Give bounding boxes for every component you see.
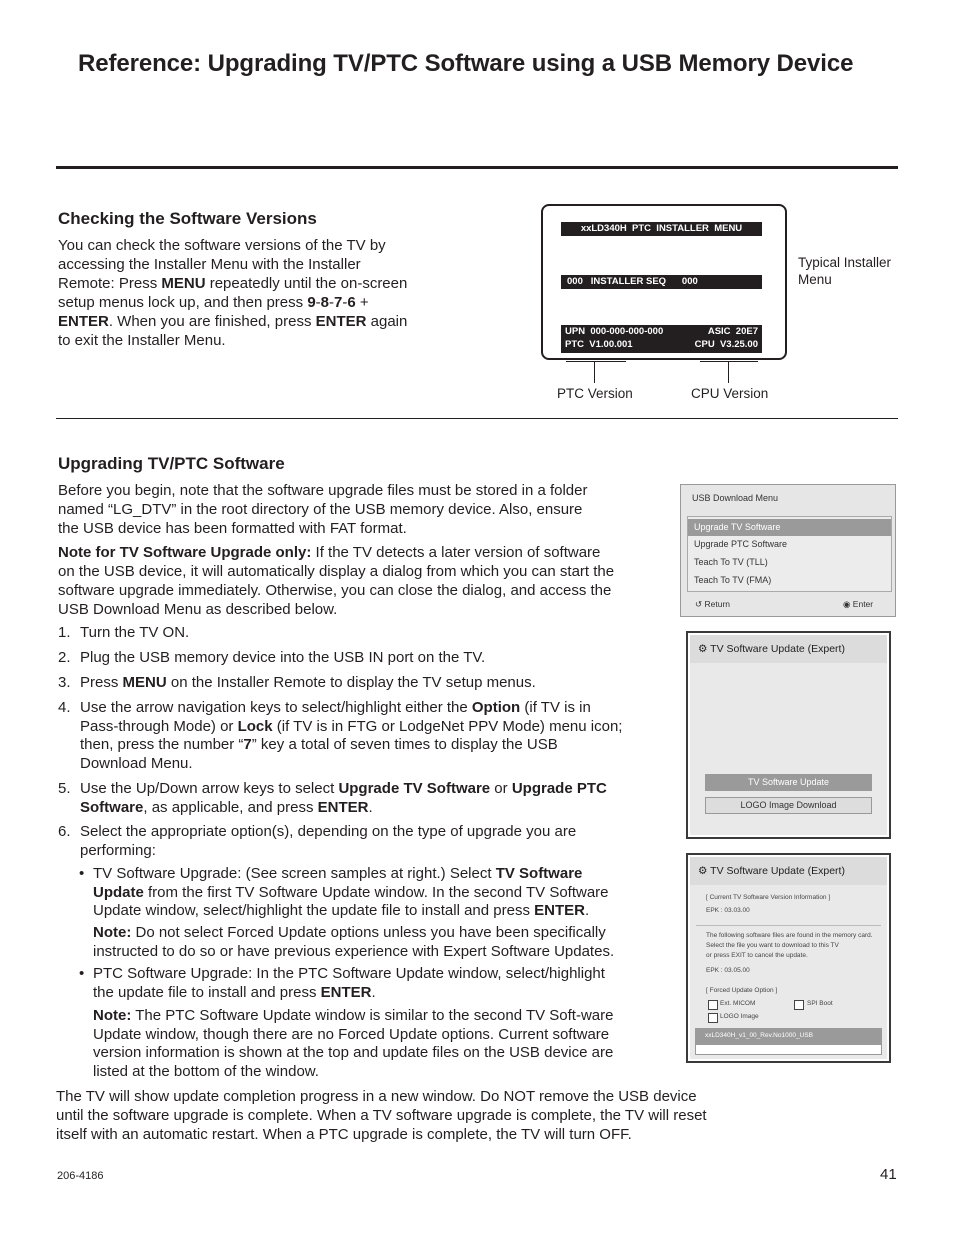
update-file-row[interactable] <box>695 1028 882 1044</box>
tv-update-window-1 <box>686 631 891 839</box>
current-version-info-label: [ Current TV Software Version Information ] <box>706 894 831 901</box>
section2-note: Note for TV Software Upgrade only: If the TV detects a later version of software on the USB device, it will automatically display a dialog from which you can start the software upgrade immediately. Otherwise, you can close the dialog, and access the USB Download Menu as described below. <box>58 544 615 618</box>
spi-boot-label: SPI Boot <box>807 1000 833 1007</box>
page-number: 41 <box>880 1166 897 1183</box>
gear-icon: ⚙ <box>698 865 708 877</box>
section1-body: You can check the software versions of the TV by accessing the Installer Menu with the Installer Remote: Press MENU repeatedly until the on-screen setup menus lock up, and then press 9-8-7-6 + ENTER. When you are finished, press ENTER again to exit the Installer Menu. <box>58 237 408 349</box>
update-file-name: xxLD340H_v1_00_Rev.No1000_USB <box>705 1032 813 1039</box>
return-icon: ↺ <box>695 599 703 609</box>
upn-text: UPN 000-000-000-000 <box>565 326 664 337</box>
forced-update-label: [ Forced Update Option ] <box>706 987 778 994</box>
enter-icon: ◉ <box>843 599 851 609</box>
usb-return[interactable]: ↺ Return <box>695 599 731 609</box>
logo-image-download-button[interactable]: LOGO Image Download <box>705 797 872 814</box>
installer-caption: Typical Installer Menu <box>798 255 892 287</box>
usb-menu-title: USB Download Menu <box>692 493 779 503</box>
files-found-text-1: The following software files are found in the memory card. <box>706 932 873 939</box>
ptc-version-label: PTC Version <box>557 386 633 401</box>
ext-micom-label: Ext. MICOM <box>720 1000 756 1007</box>
file-list-blank-row <box>695 1044 882 1055</box>
tv-software-update-button[interactable]: TV Software Update <box>705 774 872 791</box>
cpu-leader-h <box>700 361 758 362</box>
tv-update-2-title: ⚙ TV Software Update (Expert) <box>698 865 845 877</box>
ptc-version-text: PTC V1.00.001 <box>565 339 633 350</box>
bullet-ptc-note: Note: The PTC Software Update window is similar to the second TV Soft-ware Update window, though there are no Forced Update options. Current software version information is shown at the top and update files on the USB device are listed at the bottom of the window. <box>93 1007 614 1080</box>
new-epk: EPK : 03.05.00 <box>706 967 750 974</box>
section-heading-checking: Checking the Software Versions <box>58 209 317 228</box>
closing-paragraph: The TV will show update completion progress in a new window. Do NOT remove the USB device until the software upgrade is complete. When a TV software upgrade is complete, the TV will reset itself with an automatic restart. When a PTC upgrade is complete, the TV will turn OFF. <box>56 1088 707 1143</box>
usb-menu-list <box>687 516 892 592</box>
spi-boot-checkbox[interactable] <box>794 1000 804 1010</box>
cpu-leader-v <box>728 361 729 383</box>
bullet-tv-note: Note: Do not select Forced Update options unless you have been specifically instructed to do so or have previous experience with Expert Software Updates. <box>93 924 615 960</box>
usb-menu-item-teach-tll[interactable]: Teach To TV (TLL) <box>694 557 768 567</box>
tv-update-1-title: ⚙ TV Software Update (Expert) <box>698 643 845 655</box>
cpu-version-label: CPU Version <box>691 386 769 401</box>
section-divider <box>56 418 898 419</box>
section2-intro: Before you begin, note that the software upgrade files must be stored in a folder named “LG_DTV” in the root directory of the USB memory device. Also, ensure the USB device has been formatted with FAT format. <box>58 482 588 537</box>
ext-micom-checkbox[interactable] <box>708 1000 718 1010</box>
section-heading-upgrading: Upgrading TV/PTC Software <box>58 454 285 473</box>
title-rule <box>56 166 898 169</box>
logo-image-label: LOGO Image <box>720 1013 759 1020</box>
tv-update-window-2 <box>686 853 891 1063</box>
usb-enter[interactable]: ◉ Enter <box>843 599 874 609</box>
files-found-text-2: Select the file you want to download to this TV <box>706 942 839 949</box>
doc-number: 206-4186 <box>57 1170 104 1182</box>
page-title: Reference: Upgrading TV/PTC Software using a USB Memory Device <box>78 50 854 77</box>
logo-image-checkbox[interactable] <box>708 1013 718 1023</box>
installer-menu-title: xxLD340H PTC INSTALLER MENU <box>561 222 762 236</box>
usb-download-menu <box>680 484 896 617</box>
usb-menu-item-upgrade-ptc[interactable]: Upgrade PTC Software <box>694 539 788 549</box>
installer-seq-bar: 000 INSTALLER SEQ 000 <box>561 275 762 289</box>
current-epk: EPK : 03.03.00 <box>706 907 750 914</box>
files-found-text-3: or press EXIT to cancel the update. <box>706 952 808 959</box>
version-bar <box>561 325 762 353</box>
ptc-leader-v <box>594 361 595 383</box>
gear-icon: ⚙ <box>698 643 708 655</box>
asic-text: ASIC 20E7 <box>707 326 758 337</box>
usb-menu-item-teach-fma[interactable]: Teach To TV (FMA) <box>694 575 772 585</box>
cpu-version-text: CPU V3.25.00 <box>694 339 758 350</box>
ptc-leader-h <box>566 361 626 362</box>
usb-menu-item-upgrade-tv[interactable]: Upgrade TV Software <box>688 519 891 536</box>
